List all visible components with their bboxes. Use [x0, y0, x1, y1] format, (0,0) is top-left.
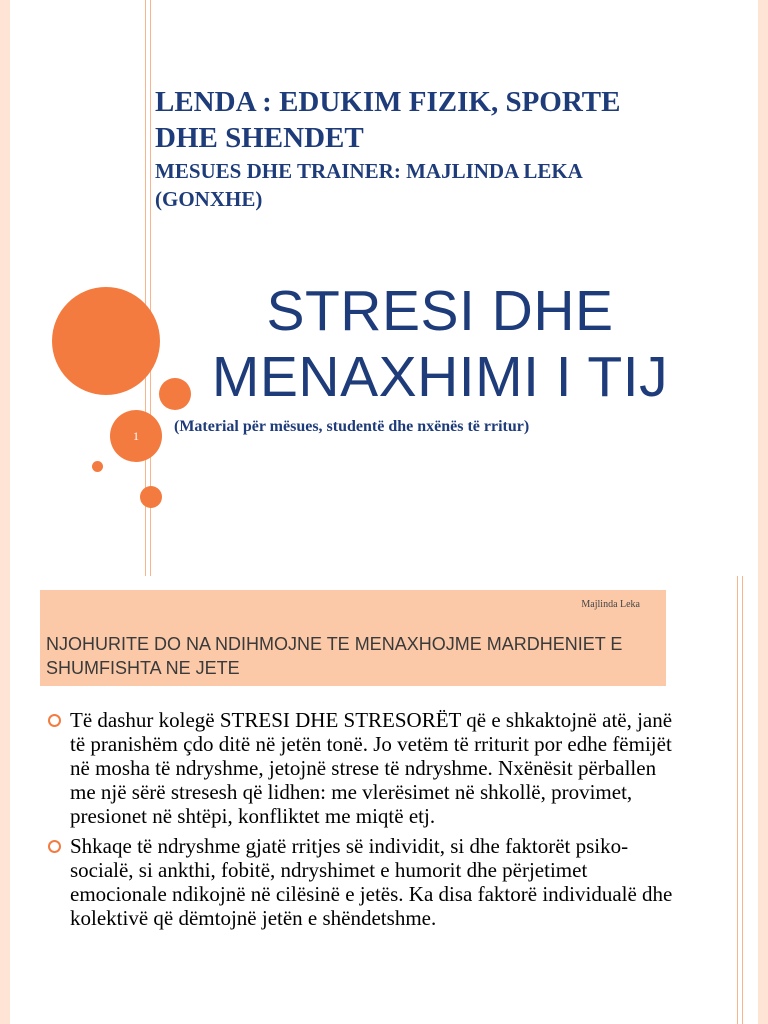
title-line-1: STRESI DHE [266, 279, 614, 343]
teacher-line-1: MESUES DHE TRAINER: MAJLINDA LEKA [155, 159, 583, 183]
vertical-rule [737, 576, 738, 1024]
right-frame-stripe [758, 576, 768, 1024]
bullet-list [46, 708, 686, 936]
decorative-circle-small [140, 486, 162, 508]
teacher-heading [155, 157, 715, 213]
bullet-text: Shkaqe të ndryshme gjatë rritjes së individit, si dhe faktorët psiko-socialë, si ankthi, fobitë, ndryshimet e humorit dhe përjetimet emocionale ndikojnë në cilësinë e jetës. Ka disa faktorë individualë dhe kolektivë që dëmtojnë jetën e shëndetshme. [70, 834, 673, 930]
presentation-title [170, 278, 710, 410]
subject-line-2: DHE SHENDET [155, 122, 364, 154]
author-label: Majlinda Leka [581, 599, 640, 610]
audience-note: (Material për mësues, studentë dhe nxënës të rritur) [174, 418, 530, 435]
decorative-circle-small [92, 461, 103, 472]
decorative-circle-large [52, 287, 160, 395]
slide-number: 1 [133, 428, 139, 443]
right-frame-stripe [758, 0, 768, 576]
title-line-2: MENAXHIMI I TIJ [211, 345, 669, 409]
teacher-line-2: (GONXHE) [155, 187, 263, 211]
left-frame-stripe [0, 0, 10, 576]
slide-title: NJOHURITE DO NA NDIHMOJNE TE MENAXHOJME MARDHENIET E SHUMFISHTA NE JETE [46, 634, 623, 678]
left-frame-stripe [0, 576, 10, 1024]
circle-bullet-icon [48, 840, 61, 853]
content-slide [0, 576, 768, 1024]
circle-bullet-icon [48, 714, 61, 727]
list-item [46, 708, 686, 828]
list-item [46, 834, 686, 930]
vertical-rule [742, 576, 743, 1024]
subject-line-1: LENDA : EDUKIM FIZIK, SPORTE [155, 86, 621, 118]
bullet-text: Të dashur kolegë STRESI DHE STRESORËT që e shkaktojnë atë, janë të pranishëm çdo ditë në jetën tonë. Jo vetëm të rriturit por edhe fëmijët në mosha të ndryshme, jetojnë strese të ndryshme. Nxënësit përballen me një sërë stresesh që lidhen: me vlerësimet në shkollë, provimet, presionet në shtëpi, konfliktet me miqtë etj. [70, 708, 673, 828]
subject-heading [155, 84, 715, 156]
slide-header [40, 590, 666, 686]
slide-number-badge [110, 410, 162, 462]
